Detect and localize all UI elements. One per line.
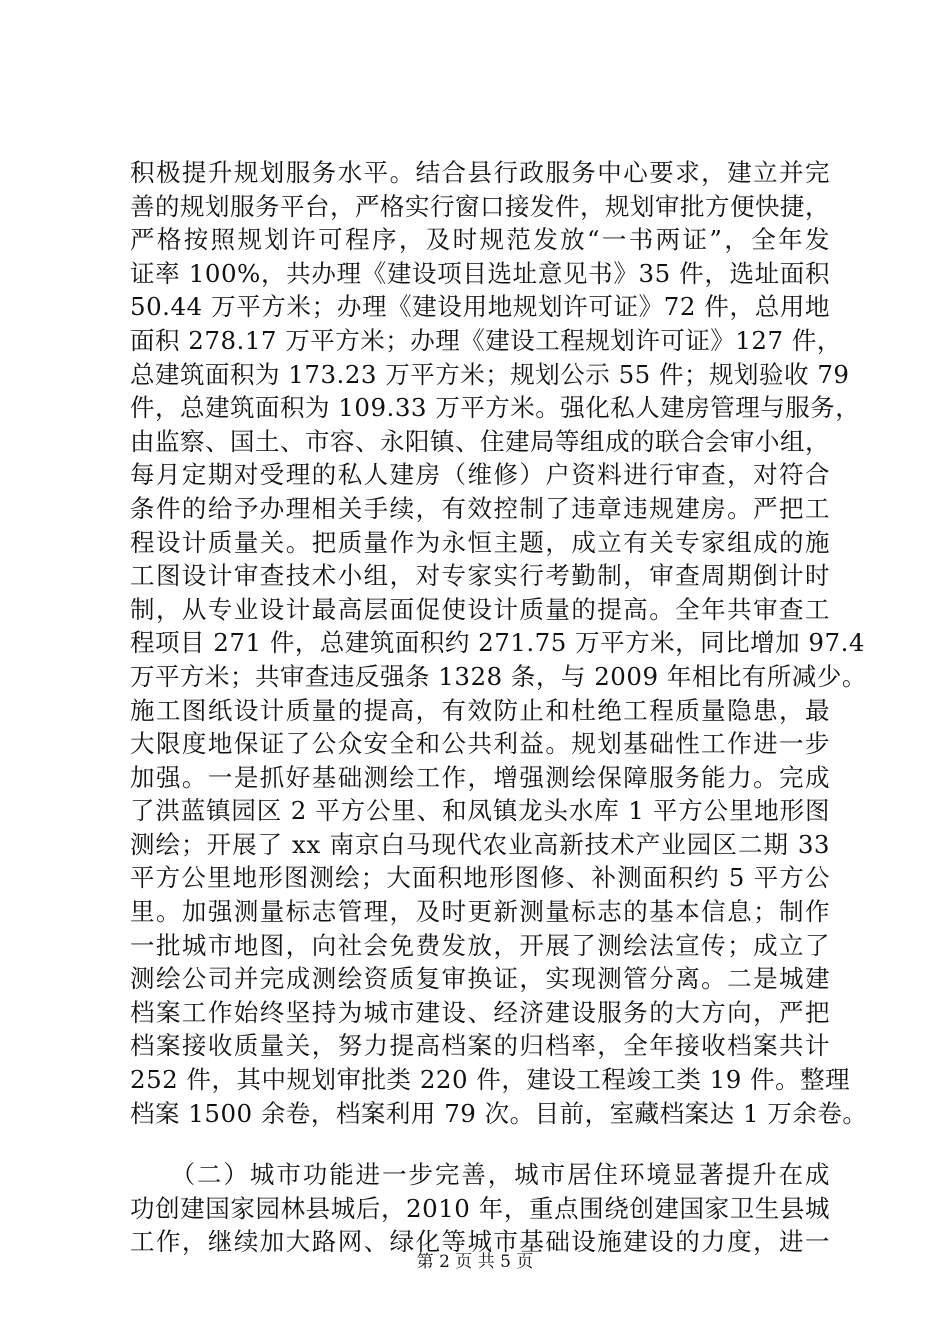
text-line: 测绘公司并完成测绘资质复审换证，实现测管分离。二是城建	[130, 964, 830, 994]
text-line: 严格按照规划许可程序，及时规范发放“一书两证”，全年发	[130, 225, 830, 255]
text-line: 档案工作始终坚持为城市建设、经济建设服务的大方向，严把	[130, 997, 830, 1027]
text-line: 平方公里地形图测绘；大面积地形图修、补测面积约 5 平方公	[130, 863, 830, 893]
paragraph-1	[130, 156, 868, 1130]
text-line: 万平方米；共审查违反强条 1328 条，与 2009 年相比有所减少。	[130, 661, 867, 691]
text-line: 积极提升规划服务水平。结合县行政服务中心要求，建立并完	[130, 158, 830, 187]
text-line: 由监察、国土、市容、永阳镇、住建局等组成的联合会审小组，	[130, 426, 830, 456]
text-line: 一批城市地图，向社会免费发放，开展了测绘法宣传；成立了	[130, 930, 830, 960]
text-line: 大限度地保证了公众安全和公共利益。规划基础性工作进一步	[130, 729, 830, 759]
text-line: 程设计质量关。把质量作为永恒主题，成立有关专家组成的施	[130, 527, 830, 557]
text-line: 条件的给予办理相关手续，有效控制了违章违规建房。严把工	[130, 493, 830, 523]
paragraph-gap	[130, 1130, 830, 1158]
text-line: 面积 278.17 万平方米；办理《建设工程规划许可证》127 件，	[130, 325, 842, 355]
text-line: 证率 100%，共办理《建设项目选址意见书》35 件，选址面积	[130, 258, 830, 288]
text-line: 件，总建筑面积为 109.33 万平方米。强化私人建房管理与服务，	[130, 393, 861, 423]
text-line: 加强。一是抓好基础测绘工作，增强测绘保障服务能力。完成	[130, 762, 830, 792]
text-line: 制，从专业设计最高层面促使设计质量的提高。全年共审查工	[130, 594, 830, 624]
text-line: 252 件，其中规划审批类 220 件，建设工程竣工类 19 件。整理	[130, 1065, 851, 1095]
page-number-footer: 第 2 页 共 5 页	[416, 1252, 534, 1272]
text-line: 50.44 万平方米；办理《建设用地规划许可证》72 件，总用地	[130, 292, 830, 322]
text-line: 工作，继续加大路网、绿化等城市基础设施建设的力度，进一	[130, 1227, 830, 1257]
text-line: 档案接收质量关，努力提高档案的归档率，全年接收档案共计	[130, 1031, 830, 1061]
text-line: 功创建国家园林县城后，2010 年，重点围绕创建国家卫生县城	[130, 1193, 830, 1223]
text-line: 善的规划服务平台，严格实行窗口接发件，规划审批方便快捷，	[130, 191, 830, 221]
paragraph-2	[130, 1158, 830, 1259]
text-line: 档案 1500 余卷，档案利用 79 次。目前，室藏档案达 1 万余卷。	[130, 1098, 868, 1128]
text-line: 施工图纸设计质量的提高，有效防止和杜绝工程质量隐患，最	[130, 695, 830, 725]
text-line: （二）城市功能进一步完善，城市居住环境显著提升在成	[130, 1160, 830, 1190]
text-line: 测绘；开展了 xx 南京白马现代农业高新技术产业园区二期 33	[130, 829, 830, 859]
text-line: 工图设计审查技术小组，对专家实行考勤制，审查周期倒计时	[130, 561, 830, 591]
text-line: 总建筑面积为 173.23 万平方米；规划公示 55 件；规划验收 79	[130, 359, 850, 389]
text-line: 里。加强测量标志管理，及时更新测量标志的基本信息；制作	[130, 897, 830, 927]
document-body	[130, 156, 868, 1259]
text-line: 了洪蓝镇园区 2 平方公里、和凤镇龙头水库 1 平方公里地形图	[130, 796, 830, 826]
text-line: 程项目 271 件，总建筑面积约 271.75 万平方米，同比增加 97.4	[130, 628, 865, 658]
text-line: 每月定期对受理的私人建房（维修）户资料进行审查，对符合	[130, 460, 830, 490]
